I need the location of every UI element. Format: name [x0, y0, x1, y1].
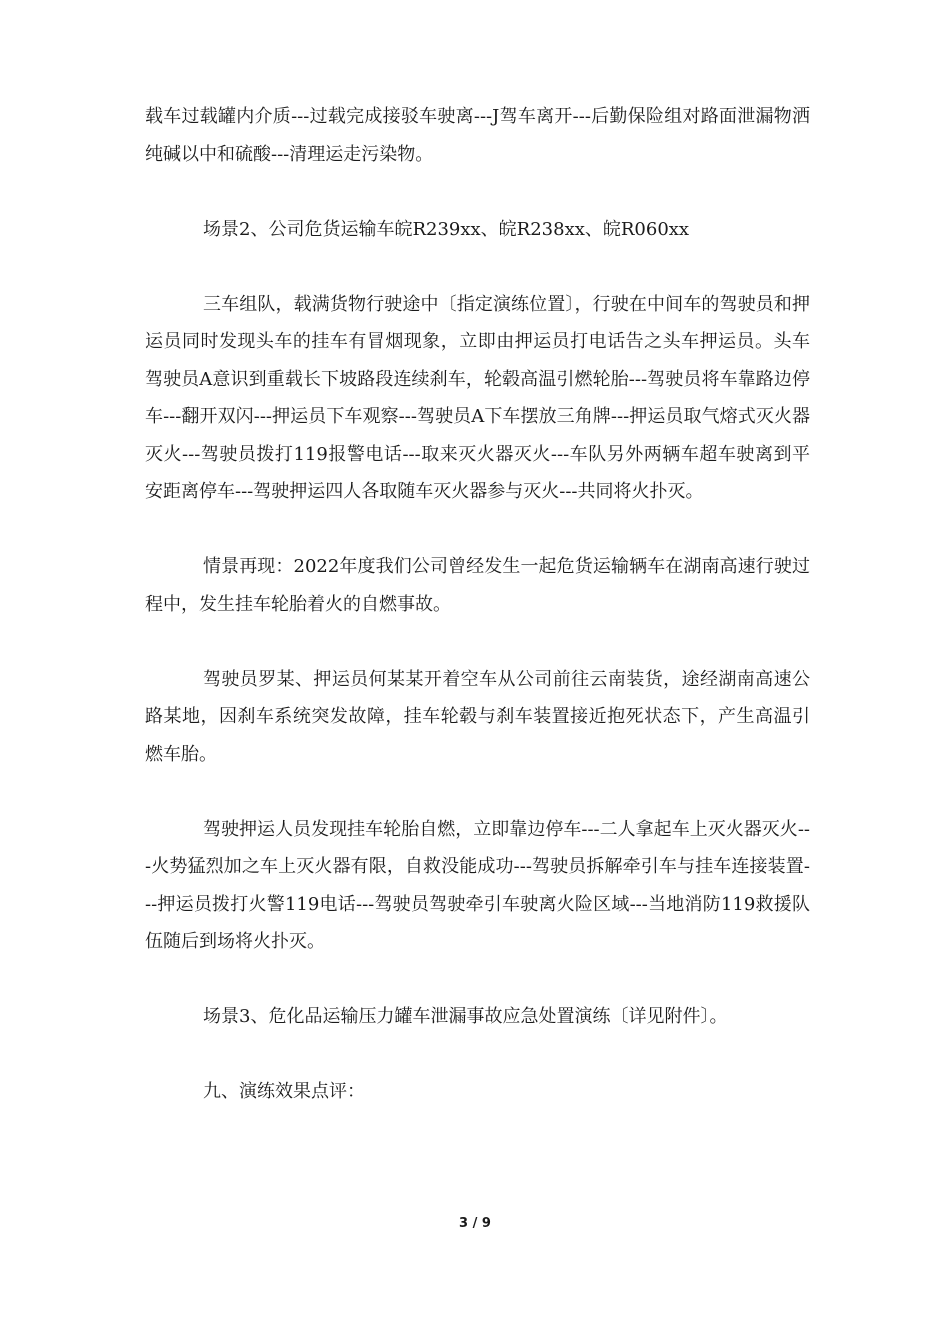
paragraph-scene-2-procedure: 三车组队，载满货物行驶途中〔指定演练位置〕，行驶在中间车的驾驶员和押运员同时发现头车的挂车有冒烟现象，立即由押运员打电话告之头车押运员。头车驾驶员A意识到重载长下坡路段连续刹车，轮毂高温引燃轮胎---驾驶员将车靠路边停车---翻开双闪---押运员下车观察---驾驶员A下车摆放三角牌---押运员取气熔式灭火器灭火---驾驶员拨打119报警电话---取来灭火器灭火---车队另外两辆车超车驶离到平安距离停车---驾驶押运四人各取随车灭火器参与灭火---共同将火扑灭。	[145, 293, 810, 502]
page-number: 3 / 9	[459, 1216, 491, 1231]
paragraph-scenario-replay: 情景再现：2022年度我们公司曾经发生一起危货运输辆车在湖南高速行驶过程中，发生挂车轮胎着火的自燃事故。	[145, 556, 810, 615]
paragraph-continued: 载车过载罐内介质---过载完成接驳车驶离---J驾车离开---后勤保险组对路面泄漏物洒纯碱以中和硫酸---清理运走污染物。	[145, 106, 810, 165]
paragraph-scene-2-heading: 场景2、公司危货运输车皖R239xx、皖R238xx、皖R060xx	[203, 218, 690, 240]
paragraph-incident-response: 驾驶押运人员发现挂车轮胎自燃，立即靠边停车---二人拿起车上灭火器灭火---火势猛烈加之车上灭火器有限，自救没能成功---驾驶员拆解牵引车与挂车连接装置---押运员拨打火警119电话---驾驶员驾驶牵引车驶离火险区域---当地消防119救援队伍随后到场将火扑灭。	[145, 818, 810, 952]
document-body	[145, 98, 810, 1148]
paragraph-scene-3: 场景3、危化品运输压力罐车泄漏事故应急处置演练〔详见附件〕。	[203, 1006, 728, 1027]
section-heading-evaluation: 九、演练效果点评：	[203, 1081, 365, 1102]
paragraph-incident-description: 驾驶员罗某、押运员何某某开着空车从公司前往云南装货，途经湖南高速公路某地，因刹车系统突发故障，挂车轮毂与刹车装置接近抱死状态下，产生高温引燃车胎。	[145, 668, 810, 765]
